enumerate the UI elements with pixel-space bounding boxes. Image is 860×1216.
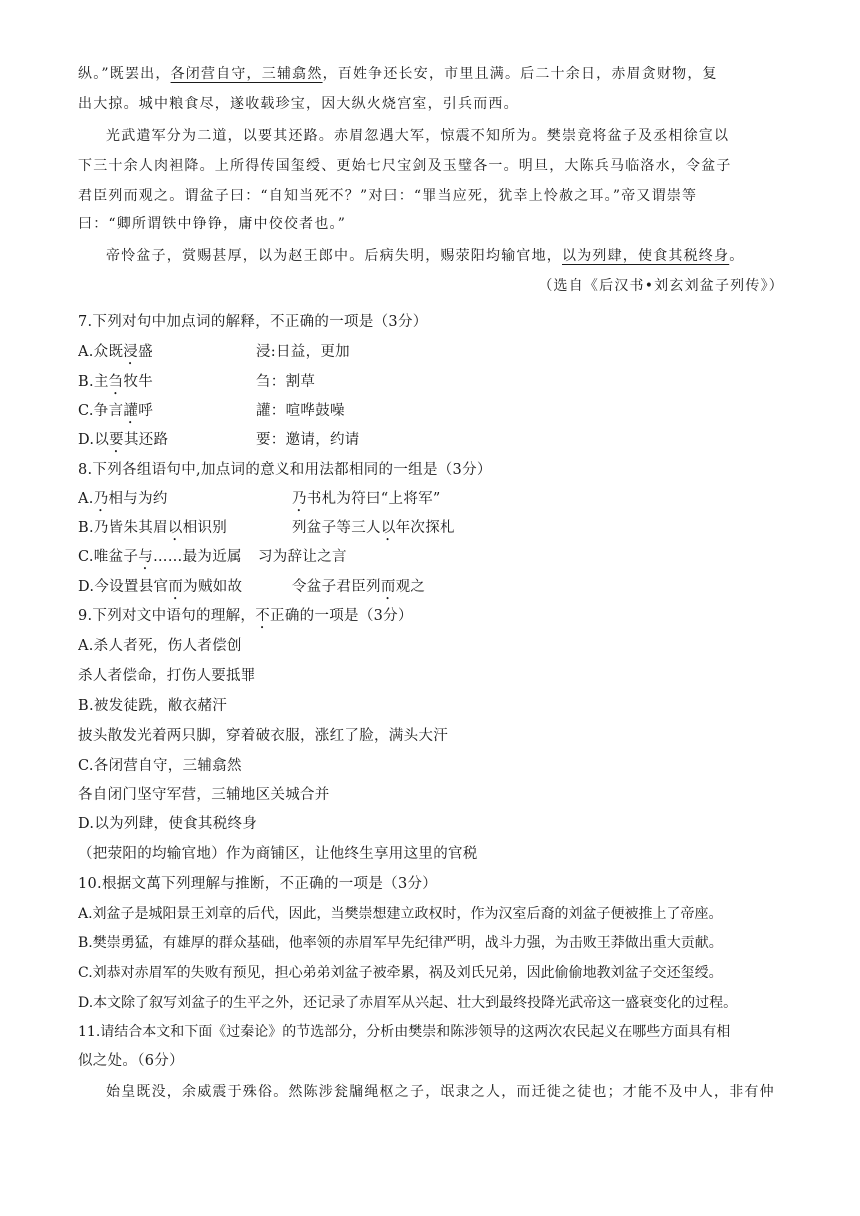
passage-p2-line1: 光武遣军分为二道，以要其还路。赤眉忽遇大军，惊震不知所为。樊崇竟将盆子及丞相徐宣以 — [106, 128, 730, 144]
dotted-word: 不 — [255, 608, 271, 624]
passage-p3-line1 — [106, 246, 784, 266]
q9-item-d-sentence: D.以为列肆，使食其税终身 — [78, 816, 258, 832]
underlined-sentence: 各闭营自守，三辅翕然 — [170, 66, 323, 82]
dotted-word: 乃 — [93, 491, 109, 507]
q8-stem: 8.下列各组语句中,加点词的意义和用法都相同的一组是（3分） — [78, 462, 492, 478]
q7-option-c: C.争言讙呼 讙：喧哗鼓噪 — [78, 403, 345, 419]
passage-text: 纵。”既罢出， — [78, 66, 171, 82]
q7-option-a: A.众既浸盛 浸:日益，更加 — [78, 344, 350, 360]
q8-option-b: B.乃皆朱其眉以相识别 列盆子等三人以年次探札 — [78, 520, 455, 536]
q7-gloss: 刍：割草 — [256, 374, 316, 390]
q9-item-c-meaning: 各自闭门坚守军营，三辅地区关城合并 — [78, 787, 330, 803]
q10-option-a: A.刘盆子是城阳景王刘章的后代，因此，当樊崇想建立政权时，作为汉室后裔的刘盆子便被推上了帝座。 — [78, 906, 723, 922]
q9-item-b-meaning: 披头散发光着两只脚，穿着破衣服，涨红了脸，满头大汗 — [78, 728, 448, 744]
dotted-word: 乃 — [292, 491, 307, 507]
q7-gloss: 浸:日益，更加 — [256, 344, 350, 360]
dotted-word: 以 — [380, 520, 396, 536]
q7-option-b: B.主刍牧牛 刍：割草 — [78, 374, 316, 390]
dotted-word: 以 — [167, 520, 183, 536]
q9-item-a-meaning: 杀人者偿命，打伤人要抵罪 — [78, 668, 256, 684]
dotted-word: 讙 — [123, 403, 139, 419]
q7-option-d: D.以要其还路 要：邀请，约请 — [78, 432, 360, 448]
q7-stem: 7.下列对句中加点词的解释，不正确的一项是（3分） — [78, 314, 428, 330]
q9-item-b-sentence: B.被发徒跣，敝衣赭汗 — [78, 698, 228, 714]
q9-item-c-sentence: C.各闭营自守，三辅翕然 — [78, 758, 242, 774]
q8-option-d: D.今设置县官而为贼如故 令盆子君臣列而观之 — [78, 579, 426, 595]
q10-option-d: D.本文除了叙写刘盆子的生平之外，还记录了赤眉军从兴起、壮大到最终投降光武帝这一盛衰变化的过程。 — [78, 995, 738, 1011]
dotted-word: 而 — [380, 579, 396, 595]
q10-option-b: B.樊崇勇猛，有雄厚的群众基础，他率领的赤眉军早先纪律严明，战斗力强，为击败王莽做出重大贡献。 — [78, 935, 723, 951]
q7-gloss: 要：邀请，约请 — [256, 432, 360, 448]
q11-stem-line1: 11.请结合本文和下面《过秦论》的节选部分，分析由樊崇和陈涉领导的这两次农民起义在哪些方面具有相 — [78, 1024, 731, 1040]
passage-p1-line1 — [78, 64, 784, 84]
passage-source: （选自《后汉书•刘玄刘盆子列传》） — [538, 278, 784, 294]
passage-p2-line4: 曰：“卿所谓铁中铮铮，庸中佼佼者也。” — [78, 216, 347, 232]
q11-excerpt: 始皇既没，余威震于殊俗。然陈涉瓮牖绳枢之子，氓隶之人，而迁徙之徒也；才能不及中人，非有仲 — [106, 1084, 775, 1100]
dotted-word: 浸 — [123, 344, 139, 360]
q9-stem: 9.下列对文中语句的理解，不正确的一项是（3分） — [78, 608, 413, 624]
q7-gloss: 讙：喧哗鼓噪 — [256, 403, 345, 419]
q8-option-c: C.唯盆子与……最为近属 习为辞让之言 — [78, 549, 347, 565]
passage-p1-line2: 出大掠。城中粮食尽，遂收载珍宝，因大纵火烧宫室，引兵而西。 — [78, 96, 519, 112]
dotted-word: 与 — [138, 549, 153, 565]
passage-text: 帝怜盆子，赏赐甚厚，以为赵王郎中。后病失明，赐荥阳均输官地， — [106, 248, 562, 264]
q10-stem: 10.根据文萬下列理解与推断，不正确的一项是（3分） — [78, 876, 438, 892]
underlined-sentence: 以为列肆，使食其税终身 — [562, 248, 730, 264]
q10-option-c: C.刘恭对赤眉军的失败有预见，担心弟弟刘盆子被牵累，祸及刘氏兄弟，因此偷偷地教刘盆子交还玺绶。 — [78, 965, 723, 981]
passage-text: ，百姓争还长安，市里且满。后二十余日，赤眉贪财物，复 — [322, 66, 718, 82]
passage-p2-line3: 君臣列而观之。谓盆子曰：“自知当死不？”对曰：“罪当应死，犹幸上怜赦之耳。”帝又谓崇等 — [78, 188, 698, 204]
q8-option-a: A.乃相与为约 乃书札为符曰“上将军” — [78, 491, 441, 507]
dotted-word: 刍 — [108, 374, 124, 390]
passage-text: 。 — [729, 248, 745, 264]
dotted-word: 要 — [109, 432, 124, 448]
dotted-word: 而 — [168, 579, 184, 595]
q11-stem-line2: 似之处。（6分） — [78, 1053, 184, 1069]
q9-item-d-meaning: （把荥阳的均输官地）作为商铺区，让他终生享用这里的官税 — [78, 846, 478, 862]
q9-item-a-sentence: A.杀人者死，伤人者偿创 — [78, 638, 242, 654]
passage-p2-line2: 下三十余人肉袒降。上所得传国玺绶、更始七尺宝剑及玉璧各一。明旦，大陈兵马临洛水，令盆子 — [78, 158, 732, 174]
